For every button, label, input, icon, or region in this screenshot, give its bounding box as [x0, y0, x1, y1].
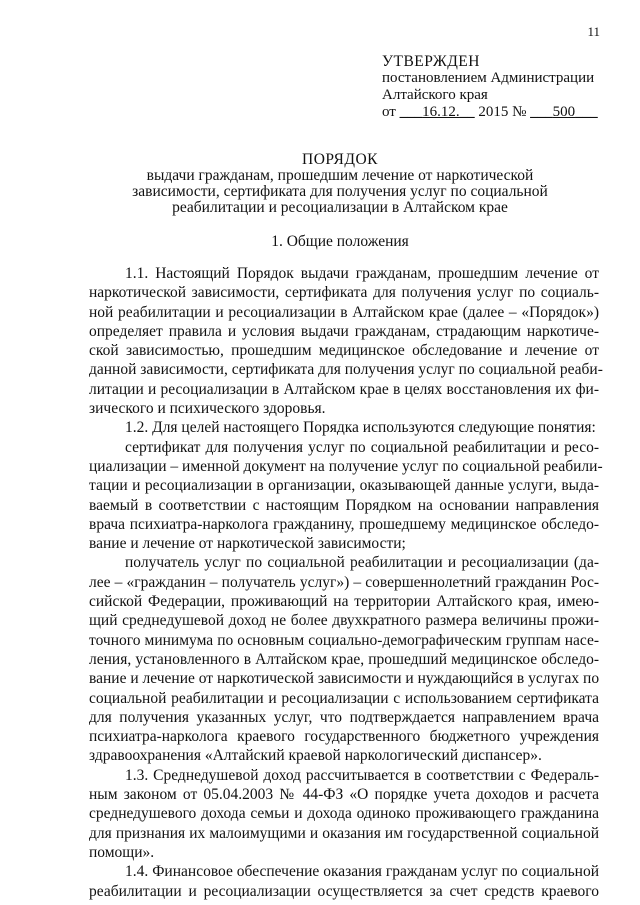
text-line: определяет правила и условия выдачи гражданам, страдающим наркотиче- — [89, 322, 599, 340]
text-line: ления, установленного в Алтайском крае, прошедший медицинское обследо- — [89, 650, 599, 668]
text-line: вание и лечение от наркотической зависимости и нуждающийся в услугах по — [89, 670, 600, 688]
text-line: помощи». — [89, 843, 155, 861]
approval-line: Алтайского края — [382, 87, 488, 103]
document-heading: ПОРЯДОК — [302, 151, 378, 168]
date-blank: ___ — [399, 104, 423, 120]
section-title: 1. Общие положения — [271, 233, 409, 250]
text-line: литации и ресоциализации в Алтайском крае в целях восстановления их фи- — [89, 380, 599, 398]
document-subtitle-line: выдачи гражданам, прошедшим лечение от наркотической — [146, 167, 534, 184]
text-line: 1.4. Финансовое обеспечение оказания гражданам услуг по социальной — [125, 863, 599, 881]
text-line: врача психиатра-нарколога гражданину, прошедшему медицинское обследо- — [89, 515, 599, 533]
document-body — [89, 264, 603, 901]
text-line: получатель услуг по социальной реабилитации и ресоциализации (да- — [125, 554, 599, 572]
text-line: социальной реабилитации и ресоциализации с использованием сертификата — [89, 689, 599, 707]
text-line: сийской Федерации, проживающий на территории Алтайского края, имею- — [89, 593, 599, 611]
text-line: щий среднедушевой доход не более двухкратного размера величины прожи- — [89, 612, 599, 630]
text-line: данной зависимости, сертификата для получения услуг по социальной реаби- — [89, 361, 603, 379]
text-line: 1.2. Для целей настоящего Порядка используются следующие понятия: — [125, 419, 596, 437]
text-line: вание и лечение от наркотической зависимости; — [89, 535, 406, 553]
text-line: ной реабилитации и ресоциализации в Алтайском крае (далее – «Порядок») — [89, 303, 599, 321]
page-number: 11 — [587, 24, 600, 39]
text-line: циализации – именной документ на получение услуг по социальной реабили- — [89, 457, 603, 475]
number-blank: ___ — [530, 104, 553, 120]
text-line: тации и ресоциализации в организации, оказывающей данные услуги, выда- — [89, 477, 599, 495]
document-title — [90, 152, 590, 216]
approval-line: постановлением Администрации — [382, 70, 595, 86]
text-line: 1.3. Среднедушевой доход рассчитывается в соответствии с Федераль- — [125, 766, 599, 784]
text-line: лее – «гражданин – получатель услуг») – совершеннолетний гражданин Рос- — [89, 573, 599, 591]
number-value: 500 — [552, 104, 576, 120]
text-line: психиатра-нарколога краевого государственного бюджетного учреждения — [89, 728, 599, 746]
year-text: 2015 № — [478, 104, 527, 120]
text-line: 1.1. Настоящий Порядок выдачи гражданам, прошедшим лечение от — [125, 265, 599, 282]
document-subtitle-line: зависимости, сертификата для получения услуг по социальной — [132, 183, 548, 200]
number-blank: ___ — [575, 104, 598, 120]
text-line: среднедушевого дохода семьи и дохода одиноко проживающего гражданина — [89, 805, 599, 823]
date-prefix: от — [382, 104, 396, 120]
text-line: зического и психического здоровья. — [89, 400, 326, 418]
text-line: точного минимума по основным социально-демографическим группам насе- — [89, 631, 599, 649]
text-line: наркотической зависимости, сертификата для получения услуг по социаль- — [89, 284, 599, 302]
text-line: сертификат для получения услуг по социальной реабилитации и ресо- — [125, 438, 599, 456]
text-line: для признания их малоимущими и оказания им государственной социальной — [89, 824, 599, 842]
date-blank: __ — [459, 104, 475, 120]
approval-date-line — [382, 104, 598, 121]
approval-stamp — [382, 53, 598, 121]
text-line: ской зависимостью, прошедшим медицинское обследование и лечение от — [89, 342, 599, 360]
text-line: для получения указанных услуг, что подтверждается направлением врача — [89, 708, 599, 726]
approval-title: УТВЕРЖДЕН — [382, 53, 480, 70]
document-subtitle-line: реабилитации и ресоциализации в Алтайском крае — [172, 199, 508, 216]
text-line: реабилитации и ресоциализации осуществляется за счет средств краевого — [89, 882, 599, 900]
text-line: здравоохранения «Алтайский краевой наркологический диспансер». — [89, 747, 542, 765]
date-value: 16.12. — [422, 104, 460, 120]
text-line: ваемый в соответствии с настоящим Порядком на основании направления — [89, 496, 599, 514]
text-line: ным законом от 05.04.2003 № 44-ФЗ «О порядке учета доходов и расчета — [89, 786, 599, 804]
